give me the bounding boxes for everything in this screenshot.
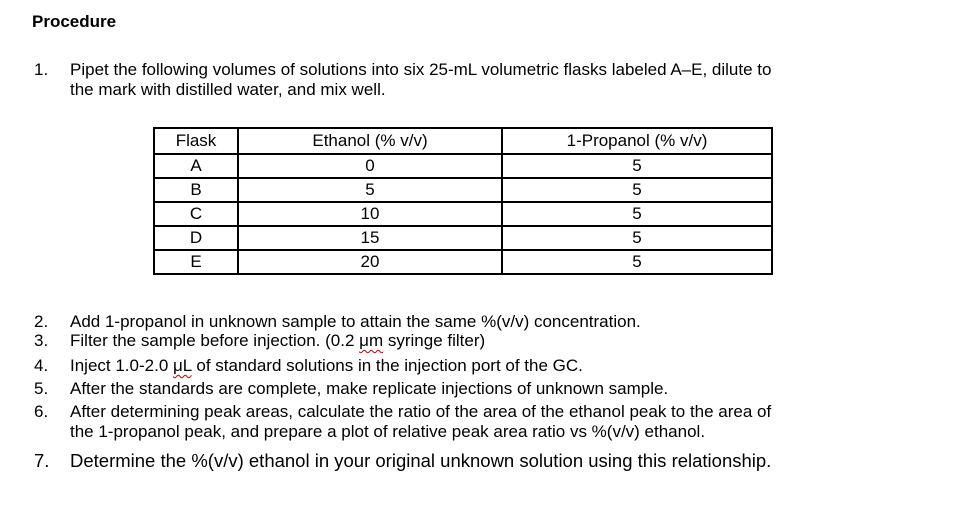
- step-text: After the standards are complete, make replicate injections of unknown sample.: [70, 379, 669, 398]
- ethanol-cell: 0: [238, 154, 502, 178]
- step-number: 4.: [34, 356, 49, 375]
- propanol-cell: 5: [502, 250, 772, 274]
- step-number: 1.: [34, 60, 49, 79]
- step-4-text-after: of standard solutions in the injection port of the GC.: [191, 356, 583, 375]
- step-4-text-before: Inject 1.0-2.0: [70, 356, 174, 375]
- table-row: [154, 202, 772, 226]
- step-6-line-2: the 1-propanol peak, and prepare a plot of relative peak area ratio vs %(v/v) ethanol.: [70, 422, 706, 441]
- step-1-line-1: Pipet the following volumes of solutions into six 25-mL volumetric flasks labeled A–E, dilute to: [70, 60, 772, 79]
- header-ethanol: Ethanol (% v/v): [238, 128, 502, 154]
- table-row: [154, 154, 772, 178]
- table-row: [154, 178, 772, 202]
- propanol-cell: 5: [502, 226, 772, 250]
- step-text: Determine the %(v/v) ethanol in your original unknown solution using this relationship.: [70, 450, 772, 471]
- header-flask: Flask: [154, 128, 238, 154]
- spelling-flagged-word[interactable]: μm: [359, 331, 384, 350]
- step-text: [70, 331, 930, 351]
- propanol-cell: 5: [502, 154, 772, 178]
- step-3-text-before: Filter the sample before injection. (0.2: [70, 331, 360, 350]
- ethanol-cell: 5: [238, 178, 502, 202]
- propanol-cell: 5: [502, 178, 772, 202]
- flask-table: [153, 127, 773, 275]
- spelling-flagged-word[interactable]: μL: [173, 356, 192, 375]
- table-row: [154, 250, 772, 274]
- flask-cell: C: [154, 202, 238, 226]
- step-text: [70, 60, 930, 100]
- ethanol-cell: 20: [238, 250, 502, 274]
- propanol-cell: 5: [502, 202, 772, 226]
- ethanol-cell: 15: [238, 226, 502, 250]
- step-number: 2.: [34, 312, 49, 331]
- step-3-text-after: syringe filter): [383, 331, 486, 350]
- flask-cell: E: [154, 250, 238, 274]
- step-number: 7.: [34, 450, 50, 471]
- flask-cell: B: [154, 178, 238, 202]
- flask-cell: A: [154, 154, 238, 178]
- ethanol-cell: 10: [238, 202, 502, 226]
- table-row: [154, 226, 772, 250]
- flask-cell: D: [154, 226, 238, 250]
- step-text: [70, 402, 930, 442]
- step-6-line-1: After determining peak areas, calculate the ratio of the area of the ethanol peak to the area of: [70, 402, 772, 421]
- step-number: 3.: [34, 331, 49, 350]
- step-text: [70, 356, 930, 376]
- step-text: Add 1-propanol in unknown sample to attain the same %(v/v) concentration.: [70, 312, 641, 331]
- step-number: 6.: [34, 402, 49, 421]
- section-heading: Procedure: [32, 12, 117, 31]
- step-number: 5.: [34, 379, 49, 398]
- header-propanol: 1-Propanol (% v/v): [502, 128, 772, 154]
- step-1-line-2: the mark with distilled water, and mix well.: [70, 80, 386, 99]
- table-header-row: [154, 128, 772, 154]
